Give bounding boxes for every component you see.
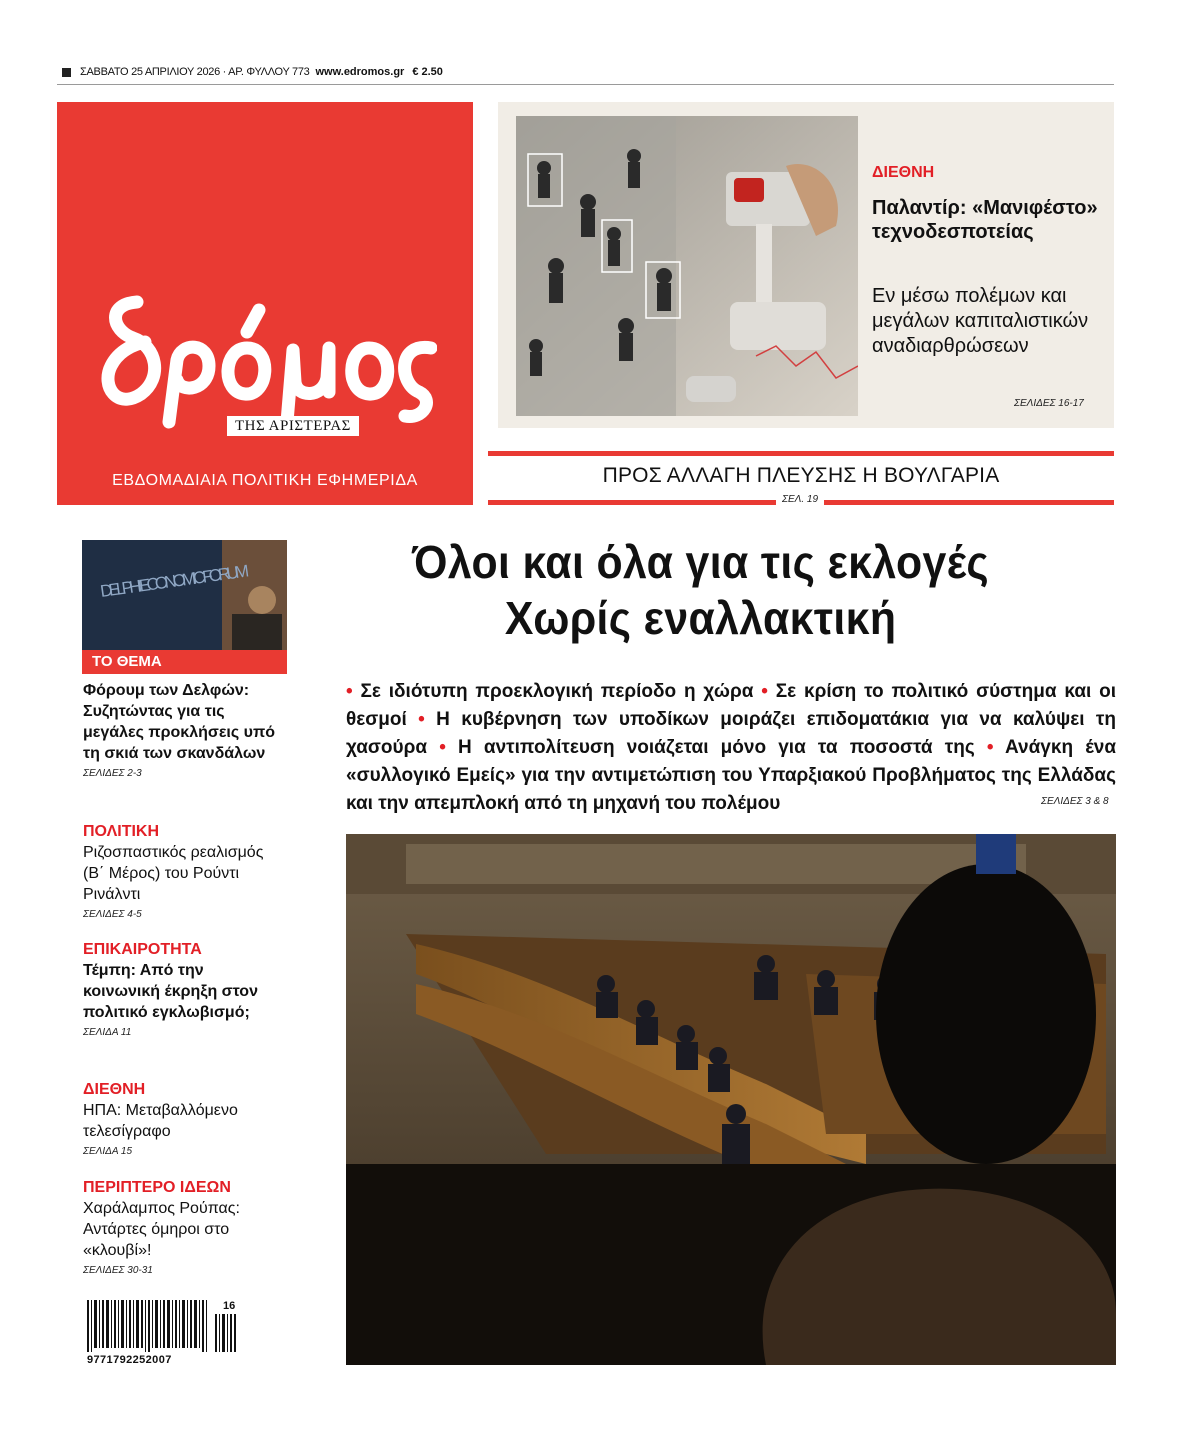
feature-story[interactable] [498, 102, 1114, 428]
parliament-photo[interactable] [346, 834, 1116, 1365]
surveillance-camera-photo [516, 116, 858, 416]
deck-bullet: Η αντιπολίτευση νοιάζεται μόνο για τα ποσοστά της [458, 737, 975, 758]
deck-bullet: Σε κρίση το πολιτικό σύστημα και οι θεσμοί [346, 681, 1117, 730]
sidebar-item-section: ΠΕΡΙΠΤΕΡΟ ΙΔΕΩΝ [83, 1179, 231, 1196]
barcode [87, 1300, 239, 1368]
feature-pages: ΣΕΛΙΔΕΣ 16-17 [1014, 398, 1084, 409]
feature-headline[interactable]: Παλαντίρ: «Μανιφέστο» τεχνοδεσποτείας [872, 197, 1098, 243]
theme-label: ΤΟ ΘΕΜΑ [82, 650, 287, 674]
issue-date: ΣΑΒΒΑΤΟ 25 ΑΠΡΙΛΙΟΥ 2026 · ΑΡ. ΦΥΛΛΟΥ 773 [80, 66, 310, 78]
sidebar-item-title: Φόρουμ των Δελφών: Συζητώντας για τις μεγάλες προκλήσεις υπό τη σκιά των σκανδάλων [83, 682, 275, 762]
sidebar-item-pages: ΣΕΛΙΔΕΣ 2-3 [83, 768, 142, 779]
feature-kicker: ΔΙΕΘΝΗ [872, 164, 935, 181]
bullet-icon: • [346, 681, 353, 702]
sidebar-item-pages: ΣΕΛΙΔΑ 15 [83, 1146, 133, 1157]
deck-bullet: Η κυβέρνηση των υποδίκων μοιράζει επιδοματάκια για να καλύψει τη χασούρα [346, 709, 1116, 758]
bulgaria-teaser[interactable]: ΠΡΟΣ ΑΛΛΑΓΗ ΠΛΕΥΣΗΣ Η ΒΟΥΛΓΑΡΙΑ [602, 464, 1000, 487]
bulgaria-page: ΣΕΛ. 19 [782, 494, 819, 505]
sidebar-item-politics[interactable] [83, 822, 283, 921]
bullet-icon: • [761, 681, 768, 702]
sidebar-item-pages: ΣΕΛΙΔΕΣ 4-5 [83, 909, 142, 920]
deck-bullet: Ανάγκη ένα «συλλογικό Εμείς» για την αντιμετώπιση του Υπαρξιακού Προβλήματος της Ελλάδας και την απεμπλοκή από τη μηχανή του πολέμου [346, 737, 1117, 814]
sidebar-item-ideas[interactable] [83, 1178, 283, 1277]
barcode-number: 9771792252007 [87, 1354, 172, 1366]
website-link[interactable]: www.edromos.gr [315, 66, 405, 78]
sidebar-item-international[interactable] [83, 1080, 283, 1158]
main-pages: ΣΕΛΙΔΕΣ 3 & 8 [1041, 796, 1109, 807]
sidebar-item-pages: ΣΕΛΙΔΑ 11 [83, 1027, 132, 1038]
price: € 2.50 [412, 66, 443, 78]
delphi-sign-text: DELPHI ECONOMIC FORUM [99, 561, 251, 602]
masthead-tagline: ΕΒΔΟΜΑΔΙΑΙΑ ΠΟΛΙΤΙΚΗ ΕΦΗΜΕΡΙΔΑ [112, 472, 418, 489]
top-divider [57, 84, 1114, 85]
main-headline[interactable] [310, 534, 1091, 646]
sidebar-item-section: ΔΙΕΘΝΗ [83, 1081, 146, 1098]
strip-top-rule [488, 451, 1114, 456]
barcode-issue: 16 [223, 1300, 236, 1312]
sidebar-item-title: ΗΠΑ: Μεταβαλλόμενο τελεσίγραφο [83, 1102, 238, 1140]
sidebar-item-pages: ΣΕΛΙΔΕΣ 30-31 [83, 1265, 153, 1276]
sidebar-item-title: Χαράλαμπος Ρούπας: Αντάρτες όμηροι στο «κλουβί»! [83, 1200, 240, 1259]
sidebar-item-title: Ριζοσπαστικός ρεαλισμός (Β΄ Μέρος) του Ρούντι Ρινάλντι [83, 844, 264, 903]
bullet-icon: • [418, 709, 425, 730]
masthead-subtitle: ΤΗΣ ΑΡΙΣΤΕΡΑΣ [227, 416, 359, 436]
addon-barcode-icon [215, 1314, 237, 1352]
deck-bullet: Σε ιδιότυπη προεκλογική περίοδο η χώρα [360, 681, 754, 702]
sidebar-item-title: Τέμπη: Από την κοινωνική έκρηξη στον πολιτικό εγκλωβισμό; [83, 962, 258, 1021]
main-headline-line-2: Χωρίς εναλλακτική [504, 592, 897, 644]
sidebar-item-section: ΕΠΙΚΑΙΡΟΤΗΤΑ [83, 941, 202, 958]
bullet-icon: • [439, 737, 446, 758]
main-deck [346, 678, 1116, 818]
square-bullet-icon [62, 68, 71, 77]
dateline [62, 64, 443, 80]
sidebar-item-delphi[interactable] [83, 680, 283, 780]
delphi-forum-photo[interactable] [82, 540, 287, 674]
feature-deck: Εν μέσω πολέμων και μεγάλων καπιταλιστικών αναδιαρθρώσεων [872, 285, 1089, 357]
bullet-icon: • [986, 737, 994, 758]
sidebar-item-section: ΠΟΛΙΤΙΚΗ [83, 823, 160, 840]
sidebar-item-current[interactable] [83, 940, 283, 1039]
barcode-bars-icon [87, 1300, 217, 1352]
masthead[interactable] [57, 102, 473, 505]
dromos-logo-icon [97, 282, 437, 432]
main-headline-line-1: Όλοι και όλα για τις εκλογές [412, 536, 990, 588]
